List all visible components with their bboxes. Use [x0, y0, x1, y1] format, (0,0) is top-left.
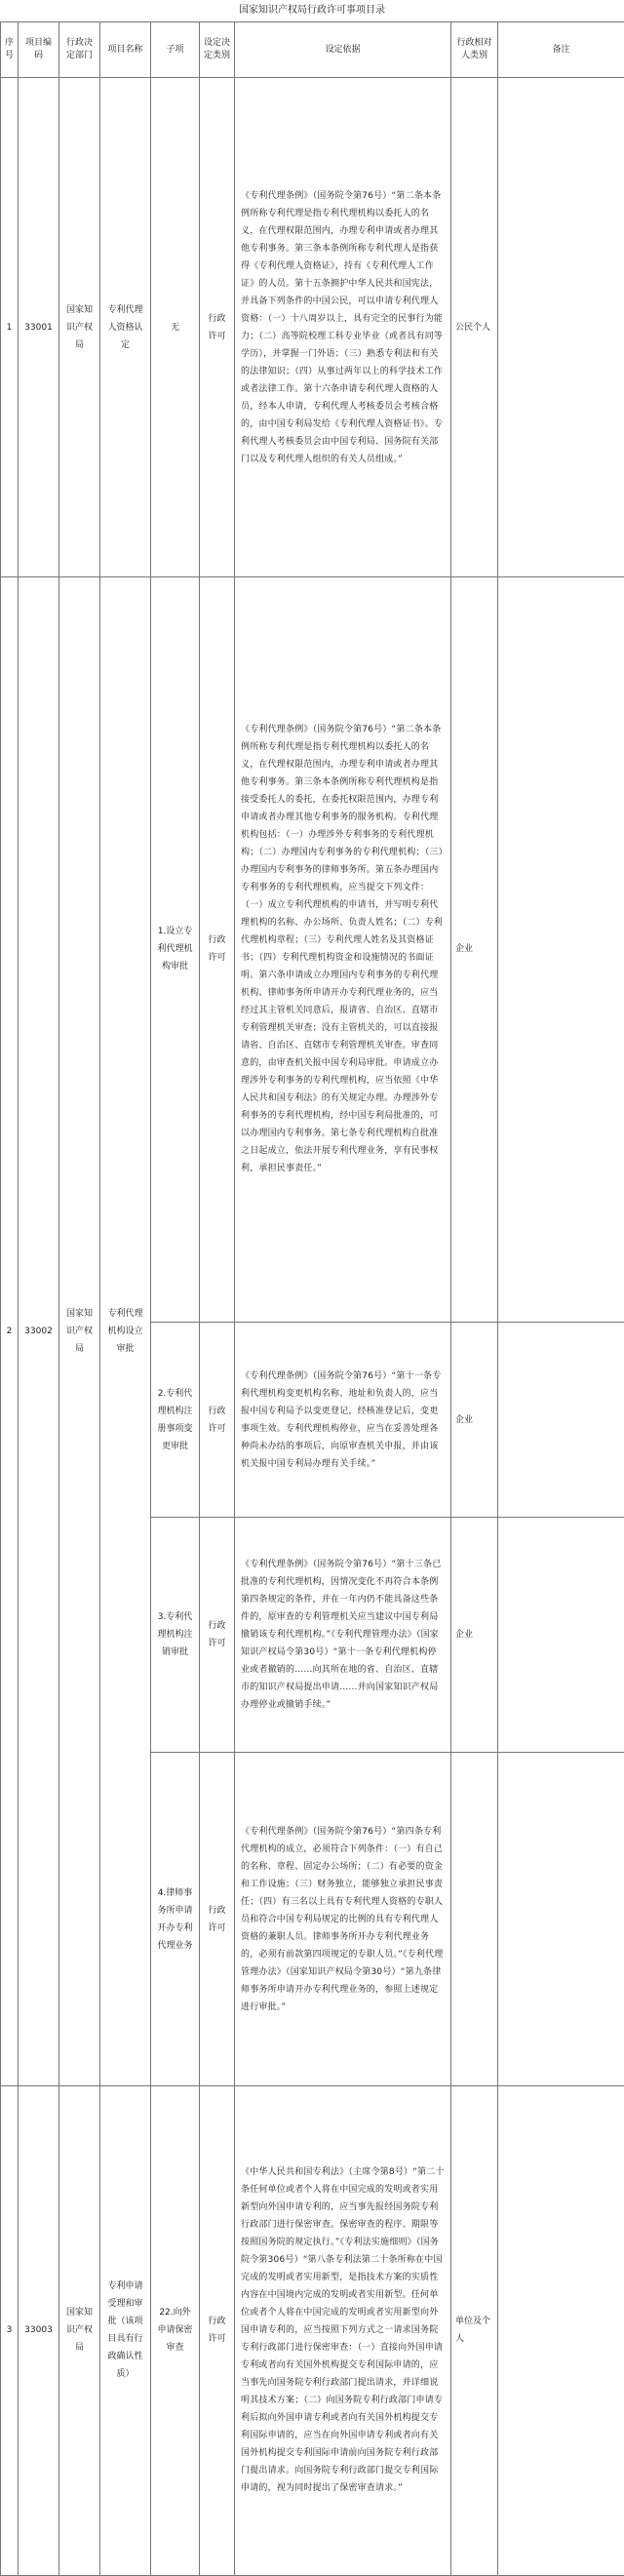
sub-cell: 无	[151, 78, 200, 577]
cat-cell: 行政许可	[200, 1322, 235, 1518]
header-sub: 子项	[151, 22, 200, 78]
header-target: 行政相对人类别	[451, 22, 498, 78]
header-dept: 行政决定部门	[59, 22, 100, 78]
sub-cell: 1.设立专利代理机构审批	[151, 577, 200, 1322]
name-cell: 专利代理人资格认定	[100, 78, 151, 577]
note-cell	[498, 78, 624, 577]
target-cell: 企业	[451, 1518, 498, 1753]
note-cell	[498, 2085, 624, 2575]
basis-cell: 《专利代理条例》（国务院令第76号）“第十三条已批准的专利代理机构，因情况变化不再符合本条例第四条规定的条件，并在一年内仍不能具备这些条件的，原审查的专利管理机关应当建议中国专利局撤销该专利代理机构。”《专利代理管理办法》（国家知识产权局令第30号）“第十一条专利代理机构停业或者撤销的……向其所在地的省、自治区、直辖市的知识产权局提出申请……并向国家知识产权局办理停业或撤销手续。”	[235, 1518, 451, 1753]
header-cat: 设定决定类别	[200, 22, 235, 78]
page-title: 国家知识产权局行政许可事项目录	[239, 5, 385, 16]
sub-cell: 22.向外申请保密审查	[151, 2085, 200, 2575]
basis-cell: 《专利代理条例》（国务院令第76号）“第二条本条例所称专利代理是指专利代理机构以委托人的名义，在代理权限范围内，办理专利申请或者办理其他专利事务。第三条本条例所称专利代理机构是指接受委托人的委托，在委托权限范围内，办理专利申请或者办理其他专利事务的服务机构。专利代理机构包括：（一）办理涉外专利事务的专利代理机构；（二）办理国内专利事务的专利代理机构；（三）办理国内专利事务的律师事务所。第五条办理国内专利事务的专利代理机构，应当提交下列文件：（一）成立专利代理机构的申请书，并写明专利代理机构的名称、办公场所、负责人姓名；（二）专利代理机构章程；（三）专利代理人姓名及其资格证书；（四）专利代理机构资金和设施情况的书面证明。第六条申请成立办理国内专利事务的专利代理机构、律师事务所申请开办专利代理业务的，应当经过其主管机关同意后，报请省、自治区、直辖市专利管理机关审查；没有主管机关的，可以直接报请省、自治区、直辖市专利管理机关审查。审查同意的，由审查机关报中国专利局审批。申请成立办理涉外专利事务的专利代理机构，应当依照《中华人民共和国专利法》的有关规定办理。办理涉外专利事务的专利代理机构，经中国专利局批准的，可以办理国内专利事务。第七条专利代理机构自批准之日起成立，依法开展专利代理业务，享有民事权利，承担民事责任。”	[235, 577, 451, 1322]
sub-cell: 4.律师事务所申请开办专利代理业务	[151, 1753, 200, 2085]
note-cell	[498, 1518, 624, 1753]
header-code: 项目编码	[19, 22, 59, 78]
seq-cell: 2	[1, 577, 19, 2085]
target-cell: 单位及个人	[451, 2085, 498, 2575]
table-row	[1, 78, 624, 577]
target-cell: 企业	[451, 1322, 498, 1518]
header-seq: 序号	[1, 22, 19, 78]
seq-cell: 3	[1, 2085, 19, 2575]
header-note: 备注	[498, 22, 624, 78]
target-cell	[451, 1753, 498, 2085]
permit-table	[0, 21, 624, 2576]
code-cell: 33003	[19, 2085, 59, 2575]
basis-cell: 《中华人民共和国专利法》（主席令第8号）“第二十条任何单位或者个人将在中国完成的发明或者实用新型向外国申请专利的，应当事先报经国务院专利行政部门进行保密审查。保密审查的程序、期限等按照国务院的规定执行。”《专利法实施细则》（国务院令第306号）“第八条专利法第二十条所称在中国完成的发明或者实用新型，是指技术方案的实质性内容在中国境内完成的发明或者实用新型。任何单位或者个人将在中国完成的发明或者实用新型向外国申请专利的，应当按照下列方式之一请求国务院专利行政部门进行保密审查：（一）直接向外国申请专利或者向有关国外机构提交专利国际申请的，应当事先向国务院专利行政部门提出请求，并详细说明其技术方案；（二）向国务院专利行政部门申请专利后拟向外国申请专利或者向有关国外机构提交专利国际申请的，应当在向外国申请专利或者向有关国外机构提交专利国际申请前向国务院专利行政部门提出请求。向国务院专利行政部门提交专利国际申请的，视为同时提出了保密审查请求。”	[235, 2085, 451, 2575]
header-basis: 设定依据	[235, 22, 451, 78]
header-name: 项目名称	[100, 22, 151, 78]
note-cell	[498, 1322, 624, 1518]
basis-cell: 《专利代理条例》（国务院令第76号）“第二条本条例所称专利代理是指专利代理机构以委托人的名义，在代理权限范围内，办理专利申请或者办理其他专利事务。第三条本条例所称专利代理人是指获得《专利代理人资格证》，持有《专利代理人工作证》的人员。第十五条拥护中华人民共和国宪法，并具备下列条件的中国公民，可以申请专利代理人资格：（一）十八周岁以上，具有完全的民事行为能力；（二）高等院校理工科专业毕业（或者具有同等学历），并掌握一门外语；（三）熟悉专利法和有关的法律知识；（四）从事过两年以上的科学技术工作或者法律工作。第十六条申请专利代理人资格的人员，经本人申请，专利代理人考核委员会考核合格的，由中国专利局发给《专利代理人资格证书》。专利代理人考核委员会由中国专利局、国务院有关部门以及专利代理人组织的有关人员组成。”	[235, 78, 451, 577]
table-row	[1, 2085, 624, 2575]
header-row	[1, 22, 624, 78]
name-cell: 专利代理机构设立审批	[100, 577, 151, 2085]
cat-cell: 行政许可	[200, 1753, 235, 2085]
code-cell: 33001	[19, 78, 59, 577]
cat-cell: 行政许可	[200, 1518, 235, 1753]
note-cell	[498, 577, 624, 1322]
cat-cell: 行政许可	[200, 2085, 235, 2575]
name-cell: 专利申请受理和审批（该项目具有行政确认性质）	[100, 2085, 151, 2575]
dept-cell: 国家知识产权局	[59, 577, 100, 2085]
target-cell: 公民个人	[451, 78, 498, 577]
cat-cell: 行政许可	[200, 78, 235, 577]
table-row	[1, 577, 624, 1322]
sub-cell: 3.专利代理机构注销审批	[151, 1518, 200, 1753]
code-cell: 33002	[19, 577, 59, 2085]
note-cell	[498, 1753, 624, 2085]
basis-cell: 《专利代理条例》（国务院令第76号）“第四条专利代理机构的成立，必须符合下列条件：（一）有自己的名称、章程、固定办公场所；（二）有必要的资金和工作设施；（三）财务独立，能够独立承担民事责任；（四）有三名以上具有专利代理人资格的专职人员和符合中国专利局规定的比例的具有专利代理人资格的兼职人员。律师事务所开办专利代理业务的，必须有前款第四项规定的专职人员。”《专利代理管理办法》（国家知识产权局令第30号）“第九条律师事务所申请开办专利代理业务的，参照上述规定进行审批。”	[235, 1753, 451, 2085]
dept-cell: 国家知识产权局	[59, 78, 100, 577]
basis-cell: 《专利代理条例》（国务院令第76号）“第十一条专利代理机构变更机构名称、地址和负责人的，应当报中国专利局予以变更登记，经核准登记后，变更事项生效。专利代理机构停业，应当在妥善处理各种尚未办结的事项后，向原审查机关申报，并由该机关报中国专利局办理有关手续。”	[235, 1322, 451, 1518]
dept-cell: 国家知识产权局	[59, 2085, 100, 2575]
sub-cell: 2.专利代理机构注册事项变更审批	[151, 1322, 200, 1518]
cat-cell: 行政许可	[200, 577, 235, 1322]
target-cell: 企业	[451, 577, 498, 1322]
seq-cell: 1	[1, 78, 19, 577]
